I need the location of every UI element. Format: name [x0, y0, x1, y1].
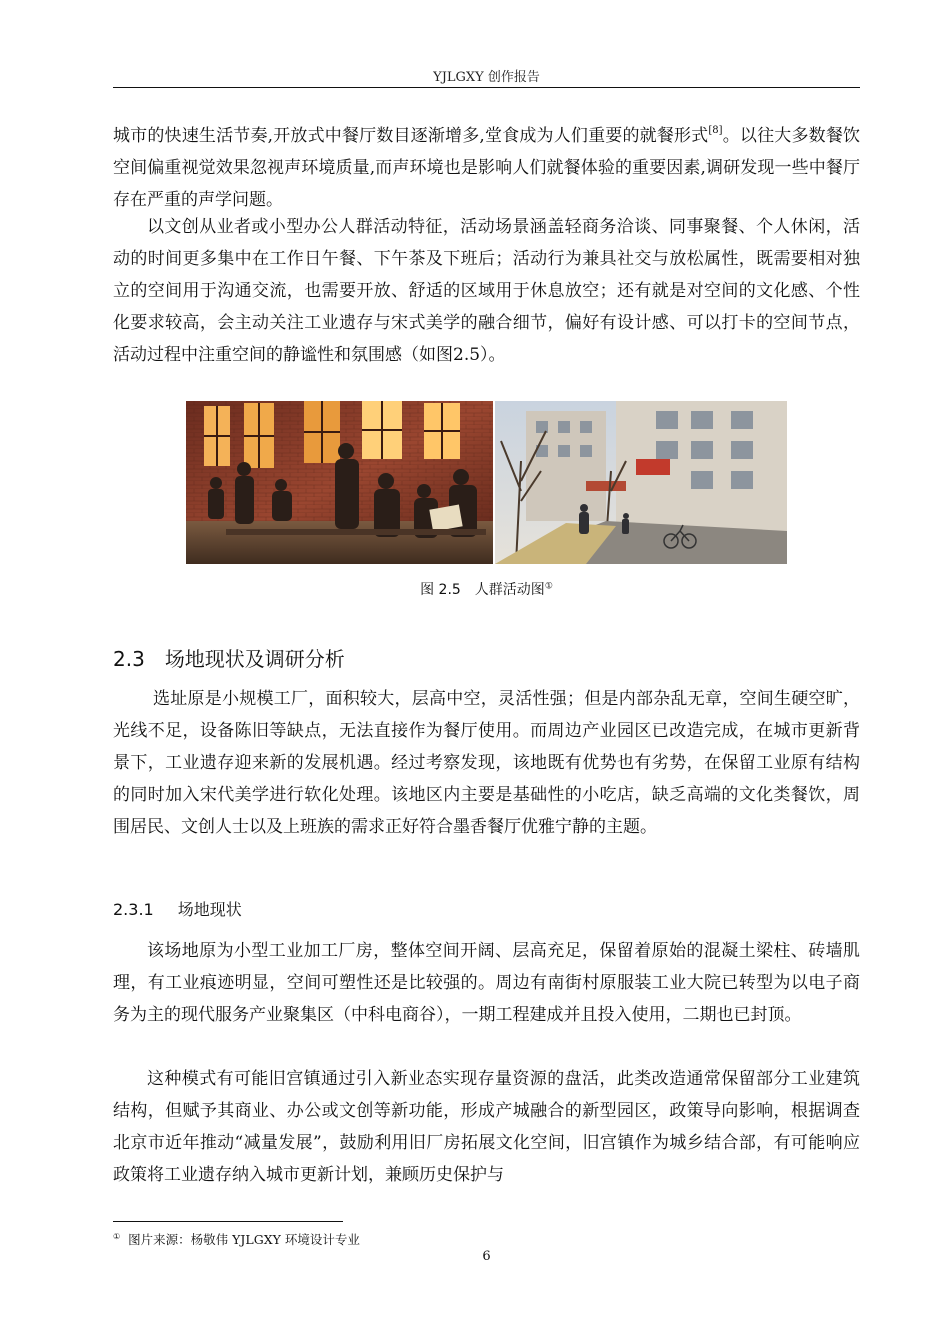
right-photo-street — [495, 401, 787, 564]
page-header: YJLGXY 创作报告 — [433, 70, 540, 85]
subsection-number: 2.3.1 — [113, 900, 154, 919]
subsection-para2-text: 这种模式有可能旧宫镇通过引入新业态实现存量资源的盘活，此类改造通常保留部分工业建筑结构，但赋予其商业、办公或文创等新功能，形成产城融合的新型园区，政策导向影响，根据调查北京市近年推动“减量发展”，鼓励利用旧厂房拓展文化空间，旧宫镇作为城乡结合部，有可能响应政策将工业遗存纳入城市更新计划，兼顾历史保护与 — [113, 1069, 860, 1185]
figure-caption — [113, 579, 860, 599]
footnote-text: 图片来源：杨敬伟 YJLGXY 环境设计专业 — [128, 1232, 360, 1247]
figure-caption-footnote-mark: ① — [544, 581, 553, 592]
left-photo-brick-wall — [186, 401, 493, 564]
citation-mark: [8] — [708, 125, 723, 136]
section-number: 2.3 — [113, 647, 145, 671]
crowd-activity-photos — [186, 401, 787, 564]
subsection-paragraph-1 — [113, 935, 860, 1031]
subsection-paragraph-2 — [113, 1063, 860, 1191]
footnote — [113, 1230, 360, 1248]
intro-para1-tail: 。以往大多数餐饮空间偏重视觉效果忽视声环境质量,而声环境也是影响人们就餐体验的重要因素,调研发现一些中餐厅存在严重的声学问题。 — [113, 126, 861, 210]
footnote-mark: ① — [113, 1231, 121, 1241]
subsection-heading — [113, 897, 242, 920]
section-title: 场地现状及调研分析 — [164, 647, 345, 671]
intro-paragraph-2 — [113, 211, 860, 371]
footnote-rule — [113, 1221, 343, 1222]
subsection-para1-text: 该场地原为小型工业加工厂房，整体空间开阔、层高充足，保留着原始的混凝土梁柱、砖墙肌理，有工业痕迹明显，空间可塑性还是比较强的。周边有南街村原服装工业大院已转型为以电子商务为主的现代服务产业聚集区（中科电商谷），一期工程建成并且投入使用，二期也已封顶。 — [113, 941, 860, 1025]
section-heading — [113, 643, 345, 672]
header-rule — [113, 87, 860, 88]
intro-para1-text: 城市的快速生活节奏,开放式中餐厅数目逐渐增多,堂食成为人们重要的就餐形式 — [113, 126, 709, 146]
subsection-title: 场地现状 — [177, 900, 242, 919]
intro-para2-text: 以文创从业者或小型办公人群活动特征，活动场景涵盖轻商务洽谈、同事聚餐、个人休闲，活动的时间更多集中在工作日午餐、下午茶及下班后；活动行为兼具社交与放松属性，既需要相对独立的空间用于沟通交流，也需要开放、舒适的区域用于休息放空；还有就是对空间的文化感、个性化要求较高，会主动关注工业遗存与宋式美学的融合细节，偏好有设计感、可以打卡的空间节点，活动过程中注重空间的静谧性和氛围感（如图2.5）。 — [113, 217, 860, 365]
figure-caption-text: 图 2.5 人群活动图 — [420, 582, 545, 598]
section-paragraph — [113, 683, 860, 843]
crowd-activity-figure — [186, 401, 787, 564]
intro-paragraph-1 — [113, 115, 860, 216]
section-para-text: 选址原是小规模工厂，面积较大，层高中空，灵活性强；但是内部杂乱无章，空间生硬空旷，光线不足，设备陈旧等缺点，无法直接作为餐厅使用。而周边产业园区已改造完成，在城市更新背景下，工业遗存迎来新的发展机遇。经过考察发现，该地既有优势也有劣势，在保留工业原有结构的同时加入宋代美学进行软化处理。该地区内主要是基础性的小吃店，缺乏高端的文化类餐饮，周围居民、文创人士以及上班族的需求正好符合墨香餐厅优雅宁静的主题。 — [113, 689, 860, 837]
page-number: 6 — [482, 1249, 491, 1264]
